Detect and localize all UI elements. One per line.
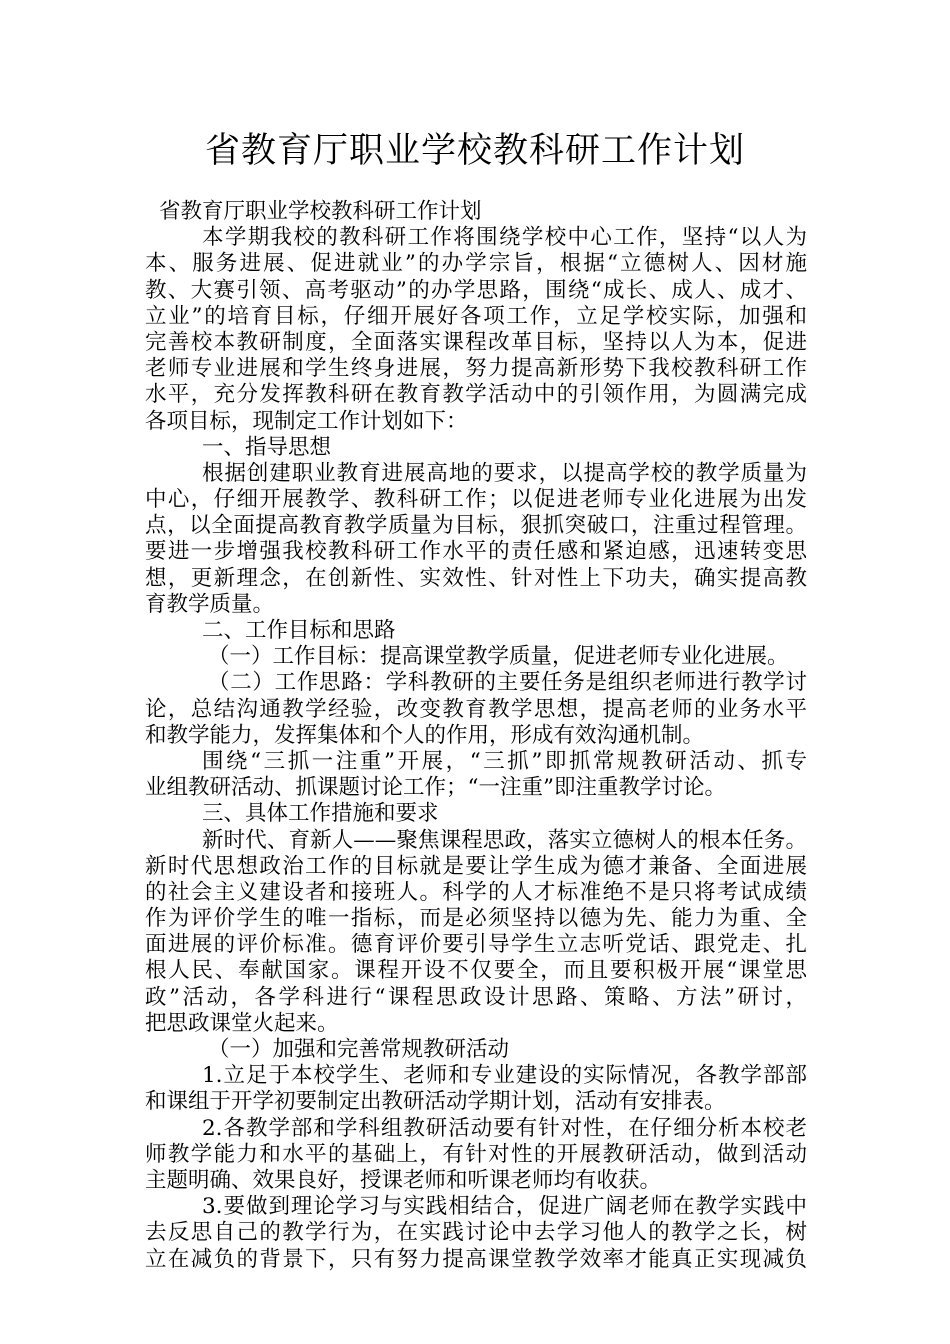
text-line: 和教学能力，发挥集体和个人的作用，形成有效沟通机制。 — [145, 722, 705, 748]
text-line: 政”活动，各学科进行“课程思政设计思路、策略、方法”研讨， — [145, 984, 807, 1010]
text-line: 2.各教学部和学科组教研活动要有针对性，在仔细分析本校老 — [202, 1115, 807, 1141]
text-line: 三、具体工作措施和要求 — [202, 801, 439, 827]
text-line: 的社会主义建设者和接班人。科学的人才标准绝不是只将考试成绩 — [145, 879, 807, 905]
text-line: 点，以全面提高教育教学质量为目标，狠抓突破口，注重过程管理。 — [145, 513, 807, 539]
text-line: 师教学能力和水平的基础上，有针对性的开展教研活动，做到活动 — [145, 1141, 807, 1167]
text-line: 作为评价学生的唯一指标，而是必须坚持以德为先、能力为重、全 — [145, 906, 807, 932]
text-line: 本、服务进展、促进就业”的办学宗旨，根据“立德树人、因材施 — [145, 251, 807, 277]
text-line: 根据创建职业教育进展高地的要求，以提高学校的教学质量为 — [202, 460, 807, 486]
document-title: 省教育厅职业学校教科研工作计划 — [204, 131, 745, 171]
text-line: 各项目标，现制定工作计划如下： — [145, 408, 468, 434]
document-body — [145, 199, 807, 1273]
text-line: 教、大赛引领、高考驱动”的办学思路，围绕“成长、成人、成才、 — [145, 277, 807, 303]
text-line: 完善校本教研制度，全面落实课程改革目标，坚持以人为本，促进 — [145, 329, 807, 355]
text-line: 新时代思想政治工作的目标就是要让学生成为德才兼备、全面进展 — [145, 853, 807, 879]
text-line: 新时代、育新人——聚焦课程思政，落实立德树人的根本任务。 — [202, 827, 807, 853]
text-line: 1.立足于本校学生、老师和专业建设的实际情况，各教学部部 — [202, 1063, 807, 1089]
text-line: （一）加强和完善常规教研活动 — [208, 1037, 510, 1062]
text-line: 育教学质量。 — [145, 591, 275, 617]
text-line: 想，更新理念，在创新性、实效性、针对性上下功夫，确实提高教 — [145, 565, 807, 591]
text-line: 水平，充分发挥教科研在教育教学活动中的引领作用，为圆满完成 — [145, 382, 807, 408]
text-line: 省教育厅职业学校教科研工作计划 — [159, 199, 482, 224]
text-line: 把思政课堂火起来。 — [145, 1010, 339, 1036]
text-line: 立业”的培育目标，仔细开展好各项工作，立足学校实际，加强和 — [145, 303, 807, 329]
text-line: 3.要做到理论学习与实践相结合，促进广阔老师在教学实践中 — [202, 1194, 807, 1220]
text-line: 中心，仔细开展教学、教科研工作；以促进老师专业化进展为出发 — [145, 487, 807, 513]
text-line: 立在减负的背景下，只有努力提高课堂教学效率才能真正实现减负 — [145, 1246, 807, 1272]
text-line: 面进展的评价标准。德育评价要引导学生立志听党话、跟党走、扎 — [145, 932, 807, 958]
text-line: 围绕“三抓一注重”开展，“三抓”即抓常规教研活动、抓专 — [202, 748, 807, 774]
text-line: 主题明确、效果良好，授课老师和听课老师均有收获。 — [145, 1167, 662, 1193]
text-line: 老师专业进展和学生终身进展，努力提高新形势下我校教科研工作 — [145, 356, 807, 382]
text-line: 根人民、奉献国家。课程开设不仅要全，而且要积极开展“课堂思 — [145, 958, 807, 984]
text-line: 要进一步增强我校教科研工作水平的责任感和紧迫感，迅速转变思 — [145, 539, 807, 565]
text-line: 一、指导思想 — [202, 434, 332, 460]
text-line: （一）工作目标：提高课堂教学质量，促进老师专业化进展。 — [208, 644, 789, 670]
text-line: 去反思自己的教学行为，在实践讨论中去学习他人的教学之长，树 — [145, 1220, 807, 1246]
text-line: 业组教研活动、抓课题讨论工作；“一注重”即注重教学讨论。 — [145, 775, 726, 801]
text-line: （二）工作思路：学科教研的主要任务是组织老师进行教学讨 — [208, 670, 807, 696]
text-line: 二、工作目标和思路 — [202, 618, 396, 643]
text-line: 和课组于开学初要制定出教研活动学期计划，活动有安排表。 — [145, 1089, 726, 1115]
text-line: 本学期我校的教科研工作将围绕学校中心工作，坚持“以人为 — [202, 225, 807, 251]
text-line: 论，总结沟通教学经验，改变教育教学思想，提高老师的业务水平 — [145, 696, 807, 722]
